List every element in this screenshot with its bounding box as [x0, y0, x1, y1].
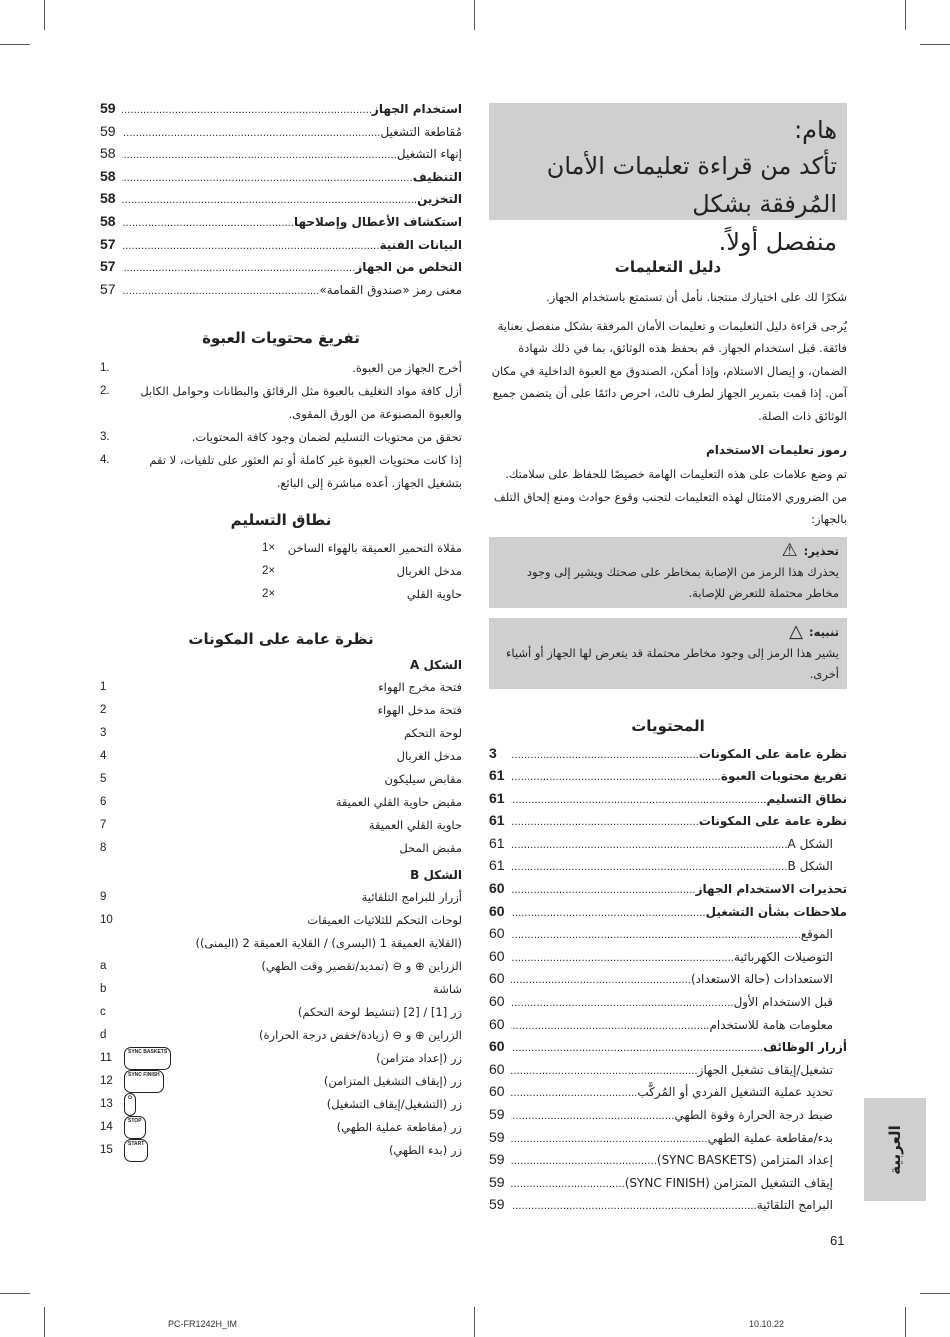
list-item-number: 8 — [100, 842, 107, 855]
toc-leader — [122, 195, 417, 206]
toc-page: 61 — [489, 857, 505, 874]
footer-date: 10.10.22 — [749, 1319, 785, 1329]
toc-row — [489, 903, 847, 926]
list-item-number: 13 — [100, 1098, 113, 1111]
toc-leader — [511, 1066, 698, 1077]
language-tab — [864, 1098, 926, 1201]
important-text-line2: منفصل أولاً. — [718, 228, 837, 256]
toc-label: تحذيرات الاستخدام الجهاز — [695, 882, 847, 897]
toc-leader — [511, 975, 691, 986]
list-item-number: 4. — [100, 454, 110, 467]
list-item-text: مقلاة التحمير العميقة بالهواء الساخن — [287, 541, 462, 556]
list-item — [262, 537, 462, 560]
toc-page: 60 — [489, 970, 505, 987]
list-item — [100, 1070, 462, 1093]
toc-row — [100, 281, 462, 304]
figure-b-list — [100, 886, 462, 1162]
toc-row — [100, 145, 462, 168]
list-item — [100, 932, 462, 955]
toc-label: التخلص من الجهاز — [355, 260, 462, 275]
list-item-number: a — [100, 960, 107, 973]
caution-text: يشير هذا الرمز إلى وجود مخاطر محتملة قد يتعرض لها الجهاز أو أشياء أخرى. — [505, 645, 839, 681]
toc-page: 58 — [100, 212, 116, 229]
toc-row — [100, 258, 462, 281]
toc-row — [100, 213, 462, 236]
toc-label: مُقاطعة التشغيل — [380, 124, 462, 139]
toc-label: قبل الاستخدام الأول — [733, 995, 833, 1010]
toc-leader — [511, 930, 801, 941]
list-item-text: لوحة التحكم — [404, 726, 462, 741]
toc-page: 57 — [100, 258, 116, 275]
guide-paragraph: يُرجى قراءة دليل التعليمات و تعليمات الأمان المرفقة بشكل منفصل بعناية فائقة. قبل استخدام الجهاز. قم بحفظ هذه الوثائق، بما في ذلك شهادة الضمان، و إيصال الاستلام، وإذا أمكن، الصندوق مع العبوة الداخلية في مكان آمن. إذا قمت بتمرير الجهاز لطرف ثالث، احرص دائمًا على أن يتضمن جميع الوثائق ذات الصلة. — [491, 318, 847, 423]
list-item-number: 7 — [100, 819, 107, 832]
toc-label: الموقع — [800, 927, 833, 942]
crop-mark — [905, 0, 906, 30]
language-tab-label: العربية — [886, 1124, 904, 1175]
toc-label: نظرة عامة على المكونات — [698, 746, 847, 761]
list-item-text: حاوية القلي — [406, 587, 462, 602]
toc-row — [489, 1083, 847, 1106]
list-item — [100, 699, 462, 722]
toc-row — [489, 993, 847, 1016]
list-item-text: مقابض سيليكون — [384, 772, 462, 787]
toc-row — [489, 970, 847, 993]
list-item-text: الزراين ⊕ و ⊖ (تمديد/تقصير وقت الطهي) — [261, 959, 462, 974]
toc-leader — [511, 908, 706, 919]
unpacking-title: تفريغ محتويات العبوة — [202, 329, 360, 348]
toc-label: تحديد عملية التشغيل الفردي أو المُركَّب — [637, 1085, 833, 1100]
list-item-text: أزل كافة مواد التغليف بالعبوة مثل الرقائق والبطانات وحوامل الكابل والعبوة المصنوعة من الورق المقوى. — [140, 384, 462, 422]
warning-text: يحذرك هذا الرمز من الإصابة بمخاطر على صحتك ويشير إلى وجود مخاطر محتملة للتعرض للإصابة. — [526, 564, 839, 600]
list-item-text: تحقق من محتويات التسليم لضمان وجود كافة المحتويات. — [191, 430, 462, 445]
toc-leader — [511, 1043, 763, 1054]
list-item-number: 2× — [262, 565, 276, 578]
toc-page: 60 — [489, 1038, 505, 1055]
toc-leader — [511, 953, 734, 964]
toc-row — [489, 835, 847, 858]
toc-leader — [122, 241, 380, 252]
warning-title: تحذير: — [803, 543, 839, 558]
list-item-text: مدخل الغربال — [396, 564, 462, 579]
toc-row — [100, 168, 462, 191]
toc-label: البيانات الفنية — [379, 237, 462, 252]
list-item-number: 3 — [100, 727, 107, 740]
toc-row — [100, 190, 462, 213]
list-item-number: 6 — [100, 796, 107, 809]
toc-page: 60 — [489, 947, 505, 964]
control-button-icon: ⏻ — [124, 1093, 136, 1116]
toc-leader — [122, 173, 413, 184]
list-item — [262, 560, 462, 583]
list-item-number: 9 — [100, 891, 107, 904]
toc-page: 58 — [100, 190, 116, 207]
toc-label: معنى رمز «صندوق القمامة» — [319, 282, 462, 297]
crop-mark — [44, 1307, 45, 1337]
toc-row — [489, 948, 847, 971]
list-item-text: فتحة مدخل الهواء — [377, 703, 462, 718]
toc-label: التوصيلات الكهربائية — [733, 949, 833, 964]
toc-leader — [122, 218, 294, 229]
toc-page: 59 — [489, 1151, 505, 1168]
list-item — [100, 791, 462, 814]
right-column — [489, 103, 847, 1219]
caution-triangle-icon: △ — [789, 621, 804, 642]
toc-leader — [122, 105, 372, 116]
toc-label: الاستعدادات (حالة الاستعداد) — [690, 972, 833, 987]
toc-label: تفريغ محتويات العبوة — [720, 769, 847, 784]
list-item-number: 15 — [100, 1144, 113, 1157]
list-item-text: أخرج الجهاز من العبوة. — [352, 361, 462, 376]
toc-label: ضبط درجة الحرارة وقوة الطهي — [674, 1108, 833, 1122]
toc-page: 60 — [489, 880, 505, 897]
toc-leader — [511, 795, 766, 806]
toc-row — [489, 1106, 847, 1129]
list-item-number: 1. — [100, 362, 110, 375]
toc-label: استخدام الجهاز — [371, 102, 462, 116]
crop-mark — [0, 1293, 30, 1294]
table-of-contents-continued — [100, 100, 462, 303]
important-box — [489, 103, 847, 256]
toc-page: 59 — [489, 1173, 505, 1190]
toc-page: 60 — [489, 1015, 505, 1032]
toc-label: الشكل B — [787, 859, 833, 874]
toc-page: 60 — [489, 925, 505, 942]
toc-leader — [511, 1156, 657, 1167]
list-item — [100, 909, 462, 932]
list-item-number: 12 — [100, 1075, 113, 1088]
toc-label: أزرار الوظائف — [763, 1040, 847, 1055]
crop-mark — [920, 1293, 950, 1294]
toc-leader — [511, 1111, 674, 1122]
control-button-icon: SYNC BASKETS — [124, 1047, 171, 1070]
toc-label: التخزين — [417, 192, 462, 207]
list-item-text: زر (مقاطعة عملية الطهي) — [336, 1120, 462, 1135]
control-button-icon: SYNC FINISH — [124, 1070, 164, 1093]
symbols-paragraph: تم وضع علامات على هذه التعليمات الهامة خصيصًا للحفاظ على سلامتك. من الضروري الامتثال لهذه التعليمات لتجنب وقوع حوادث ومنع إلحاق التلف بالجهاز: — [493, 467, 847, 526]
toc-row — [489, 925, 847, 948]
toc-label: البرامج التلقائية — [756, 1198, 833, 1213]
list-item — [100, 676, 462, 699]
list-item-text: أزرار للبرامج التلقائية — [361, 890, 462, 905]
toc-leader — [511, 840, 788, 851]
toc-row — [489, 790, 847, 813]
crop-mark — [474, 0, 475, 30]
toc-page: 59 — [100, 100, 116, 116]
list-item — [100, 1024, 462, 1047]
list-item-text: زر [1] / [2] (تنشيط لوحة التحكم) — [297, 1005, 462, 1020]
toc-row — [489, 1196, 847, 1219]
contents-title: المحتويات — [631, 716, 705, 735]
toc-row — [100, 100, 462, 123]
warning-box — [489, 537, 847, 608]
toc-page: 60 — [489, 993, 505, 1010]
page-number: 61 — [830, 1233, 845, 1248]
list-item-number: 5 — [100, 773, 107, 786]
figure-b-label: الشكل B — [410, 868, 462, 883]
toc-leader — [122, 128, 380, 139]
toc-label: إنهاء التشغيل — [396, 147, 462, 162]
toc-page: 59 — [489, 1128, 505, 1145]
list-item — [100, 449, 462, 495]
toc-label: التنظيف — [412, 169, 462, 184]
toc-row — [489, 857, 847, 880]
list-item-number: 2× — [262, 588, 276, 601]
toc-leader — [122, 150, 397, 161]
list-item-number: 3. — [100, 431, 110, 444]
list-item-number: b — [100, 983, 107, 996]
guide-title: دليل التعليمات — [614, 258, 722, 276]
list-item-number: 14 — [100, 1121, 113, 1134]
toc-page: 57 — [100, 280, 116, 297]
list-item — [100, 357, 462, 380]
toc-page: 60 — [489, 1060, 505, 1077]
list-item — [100, 837, 462, 860]
toc-page: 61 — [489, 767, 505, 784]
toc-label: بدء/مقاطعة عملية الطهي — [707, 1130, 833, 1145]
toc-page: 3 — [489, 744, 497, 761]
list-item — [100, 814, 462, 837]
control-button-icon: STOP — [124, 1116, 146, 1139]
list-item-number: c — [100, 1006, 106, 1019]
crop-mark — [905, 1307, 906, 1337]
toc-leader — [511, 998, 734, 1009]
toc-leader — [511, 1179, 625, 1190]
figure-a-list — [100, 676, 462, 860]
toc-page: 58 — [100, 167, 116, 184]
list-item — [262, 583, 462, 606]
toc-row — [489, 1174, 847, 1197]
delivery-list — [262, 537, 462, 606]
crop-mark — [44, 0, 45, 30]
toc-row — [489, 1129, 847, 1152]
toc-row — [489, 880, 847, 903]
toc-leader — [511, 885, 696, 896]
guide-intro: شكرًا لك على اختيارك منتجنا. نأمل أن تستمتع باستخدام الجهاز. — [546, 290, 847, 304]
toc-label: استكشاف الأعطال وإصلاحها — [293, 214, 462, 229]
toc-page: 59 — [489, 1106, 505, 1122]
list-item-number: d — [100, 1029, 107, 1042]
list-item-text: مدخل الغربال — [396, 749, 462, 764]
toc-page: 59 — [489, 1196, 505, 1213]
toc-row — [100, 123, 462, 146]
toc-page: 57 — [100, 235, 116, 252]
list-item — [100, 722, 462, 745]
list-item — [100, 768, 462, 791]
list-item-text: مقبض حاوية القلي العميقة — [335, 795, 462, 810]
toc-label: تشغيل/إيقاف تشغيل الجهاز — [697, 1062, 833, 1077]
list-item-text: زر (إعداد متزامن) — [376, 1051, 462, 1066]
toc-leader — [511, 772, 721, 783]
figure-a-label: الشكل A — [410, 658, 462, 673]
toc-row — [489, 812, 847, 835]
list-item — [100, 380, 462, 426]
list-item-number: 1 — [100, 681, 107, 694]
symbols-title: رموز تعليمات الاستخدام — [705, 443, 847, 457]
list-item-number: 11 — [100, 1052, 112, 1065]
list-item-number: 1× — [262, 542, 276, 555]
list-item — [100, 1001, 462, 1024]
caution-box — [489, 618, 847, 689]
list-item — [100, 955, 462, 978]
toc-row — [489, 767, 847, 790]
toc-label: نطاق التسليم — [766, 791, 847, 806]
crop-mark — [0, 44, 30, 45]
list-item-text: حاوية القلي العميقة — [368, 818, 462, 833]
list-item — [100, 1116, 462, 1139]
toc-row — [489, 1038, 847, 1061]
list-item-text: زر (التشغيل/إيقاف التشغيل) — [326, 1097, 462, 1112]
list-item-text: (القلاية العميقة 1 (اليسرى) / القلاية العميقة 2 (اليمنى)) — [195, 936, 462, 951]
overview-title: نظرة عامة على المكونات — [188, 630, 374, 649]
toc-row — [489, 1151, 847, 1174]
list-item-text: الزراين ⊕ و ⊖ (زيادة/خفض درجة الحرارة) — [259, 1028, 462, 1043]
toc-page: 61 — [489, 789, 505, 806]
list-item-number: 2 — [100, 704, 107, 717]
toc-page: 61 — [489, 834, 505, 851]
delivery-title: نطاق التسليم — [230, 511, 332, 530]
crop-mark — [474, 1307, 475, 1337]
footer-model: PC-FR1242H_IM — [168, 1319, 238, 1329]
toc-label: معلومات هامة للاستخدام — [709, 1017, 833, 1032]
list-item-number: 2. — [100, 385, 110, 398]
caution-title: تنبيه: — [809, 624, 839, 639]
toc-leader — [511, 817, 699, 828]
toc-page: 59 — [100, 122, 116, 139]
important-heading: هام: — [794, 116, 837, 144]
list-item-text: زر (إيقاف التشغيل المتزامن) — [323, 1074, 462, 1089]
list-item — [100, 426, 462, 449]
toc-row — [489, 745, 847, 768]
toc-row — [489, 1016, 847, 1039]
unpacking-list — [100, 357, 462, 495]
toc-leader — [122, 286, 319, 297]
toc-page: 60 — [489, 902, 505, 919]
toc-leader — [122, 263, 355, 274]
warning-triangle-icon: ⚠ — [781, 540, 798, 561]
toc-leader — [511, 1088, 637, 1099]
list-item — [100, 886, 462, 909]
list-item — [100, 1093, 462, 1116]
toc-page: 58 — [100, 145, 116, 162]
toc-leader — [511, 1021, 709, 1032]
list-item-text: شاشة — [433, 982, 462, 997]
list-item-text: مقبض المحل — [399, 841, 462, 856]
crop-mark — [920, 44, 950, 45]
important-text-line1: تأكد من قراءة تعليمات الأمان المُرفقة بشكل — [546, 152, 837, 218]
toc-row — [100, 236, 462, 259]
toc-label: الشكل A — [787, 836, 833, 851]
toc-page: 61 — [489, 812, 505, 829]
toc-label: إعداد المتزامن (SYNC BASKETS) — [656, 1153, 833, 1168]
toc-leader — [511, 1134, 708, 1145]
list-item — [100, 978, 462, 1001]
left-column — [100, 100, 462, 1162]
table-of-contents — [489, 745, 847, 1219]
list-item — [100, 1047, 462, 1070]
toc-label: نظرة عامة على المكونات — [698, 814, 847, 829]
control-button-icon: START — [124, 1139, 148, 1162]
toc-page: 60 — [489, 1083, 505, 1100]
toc-leader — [511, 1201, 757, 1212]
toc-leader — [511, 750, 699, 761]
toc-label: إيقاف التشغيل المتزامن (SYNC FINISH) — [624, 1175, 833, 1190]
list-item — [100, 1139, 462, 1162]
toc-label: ملاحظات بشأن التشغيل — [705, 904, 847, 919]
toc-leader — [511, 862, 788, 873]
list-item-text: فتحة مخرج الهواء — [378, 680, 462, 695]
list-item-text: لوحات التحكم للثلاثيات العميقات — [307, 913, 462, 928]
list-item-text: إذا كانت محتويات العبوة غير كاملة أو تم العثور على تلفيات، لا تقم بتشغيل الجهاز. أعده مباشرة إلى البائع. — [149, 453, 462, 491]
toc-row — [489, 1061, 847, 1084]
list-item-text: زر (بدء الطهي) — [388, 1143, 462, 1158]
list-item — [100, 745, 462, 768]
list-item-number: 4 — [100, 750, 107, 763]
list-item-number: 10 — [100, 914, 113, 927]
list-item-number — [100, 932, 120, 955]
